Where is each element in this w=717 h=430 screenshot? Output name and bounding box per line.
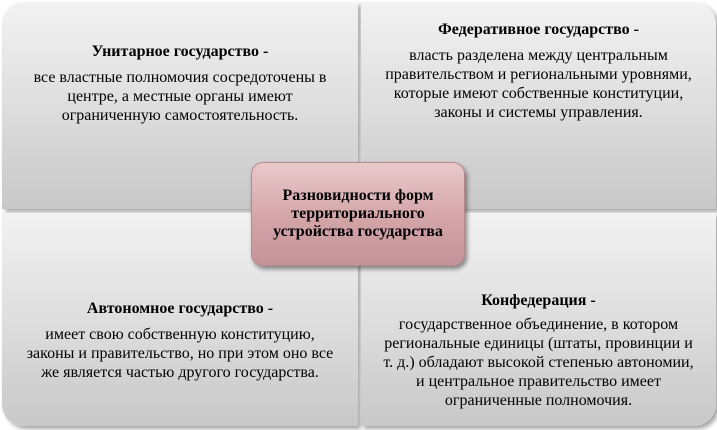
autonomous-state-title: Автономное государство - <box>86 300 274 317</box>
autonomous-state-description: имеет свою собственную конституцию, законы и правительство, но при этом оно все же является частью другого государства. <box>26 326 334 381</box>
unitary-state-description: все властные полномочия сосредоточены в центре, а местные органы имеют ограниченную самостоятельность. <box>33 69 327 124</box>
center-topic-title: Разновидности форм территориального устройства государства <box>273 187 443 240</box>
center-topic-box <box>251 162 465 266</box>
federal-state-title: Федеративное государство - <box>438 21 639 38</box>
federal-state-description: власть разделена между центральным правительством и региональными уровнями, которые имеют собственные конституции, законы и системы управления. <box>385 47 692 121</box>
confederation-description: государственное объединение, в котором региональные единицы (штаты, провинции и т. д.) обладают высокой степенью автономии, и центральное правительство имеет ограниченные полномочия. <box>383 316 694 409</box>
confederation-title: Конфедерация - <box>481 292 596 309</box>
unitary-state-title: Унитарное государство - <box>91 43 269 60</box>
